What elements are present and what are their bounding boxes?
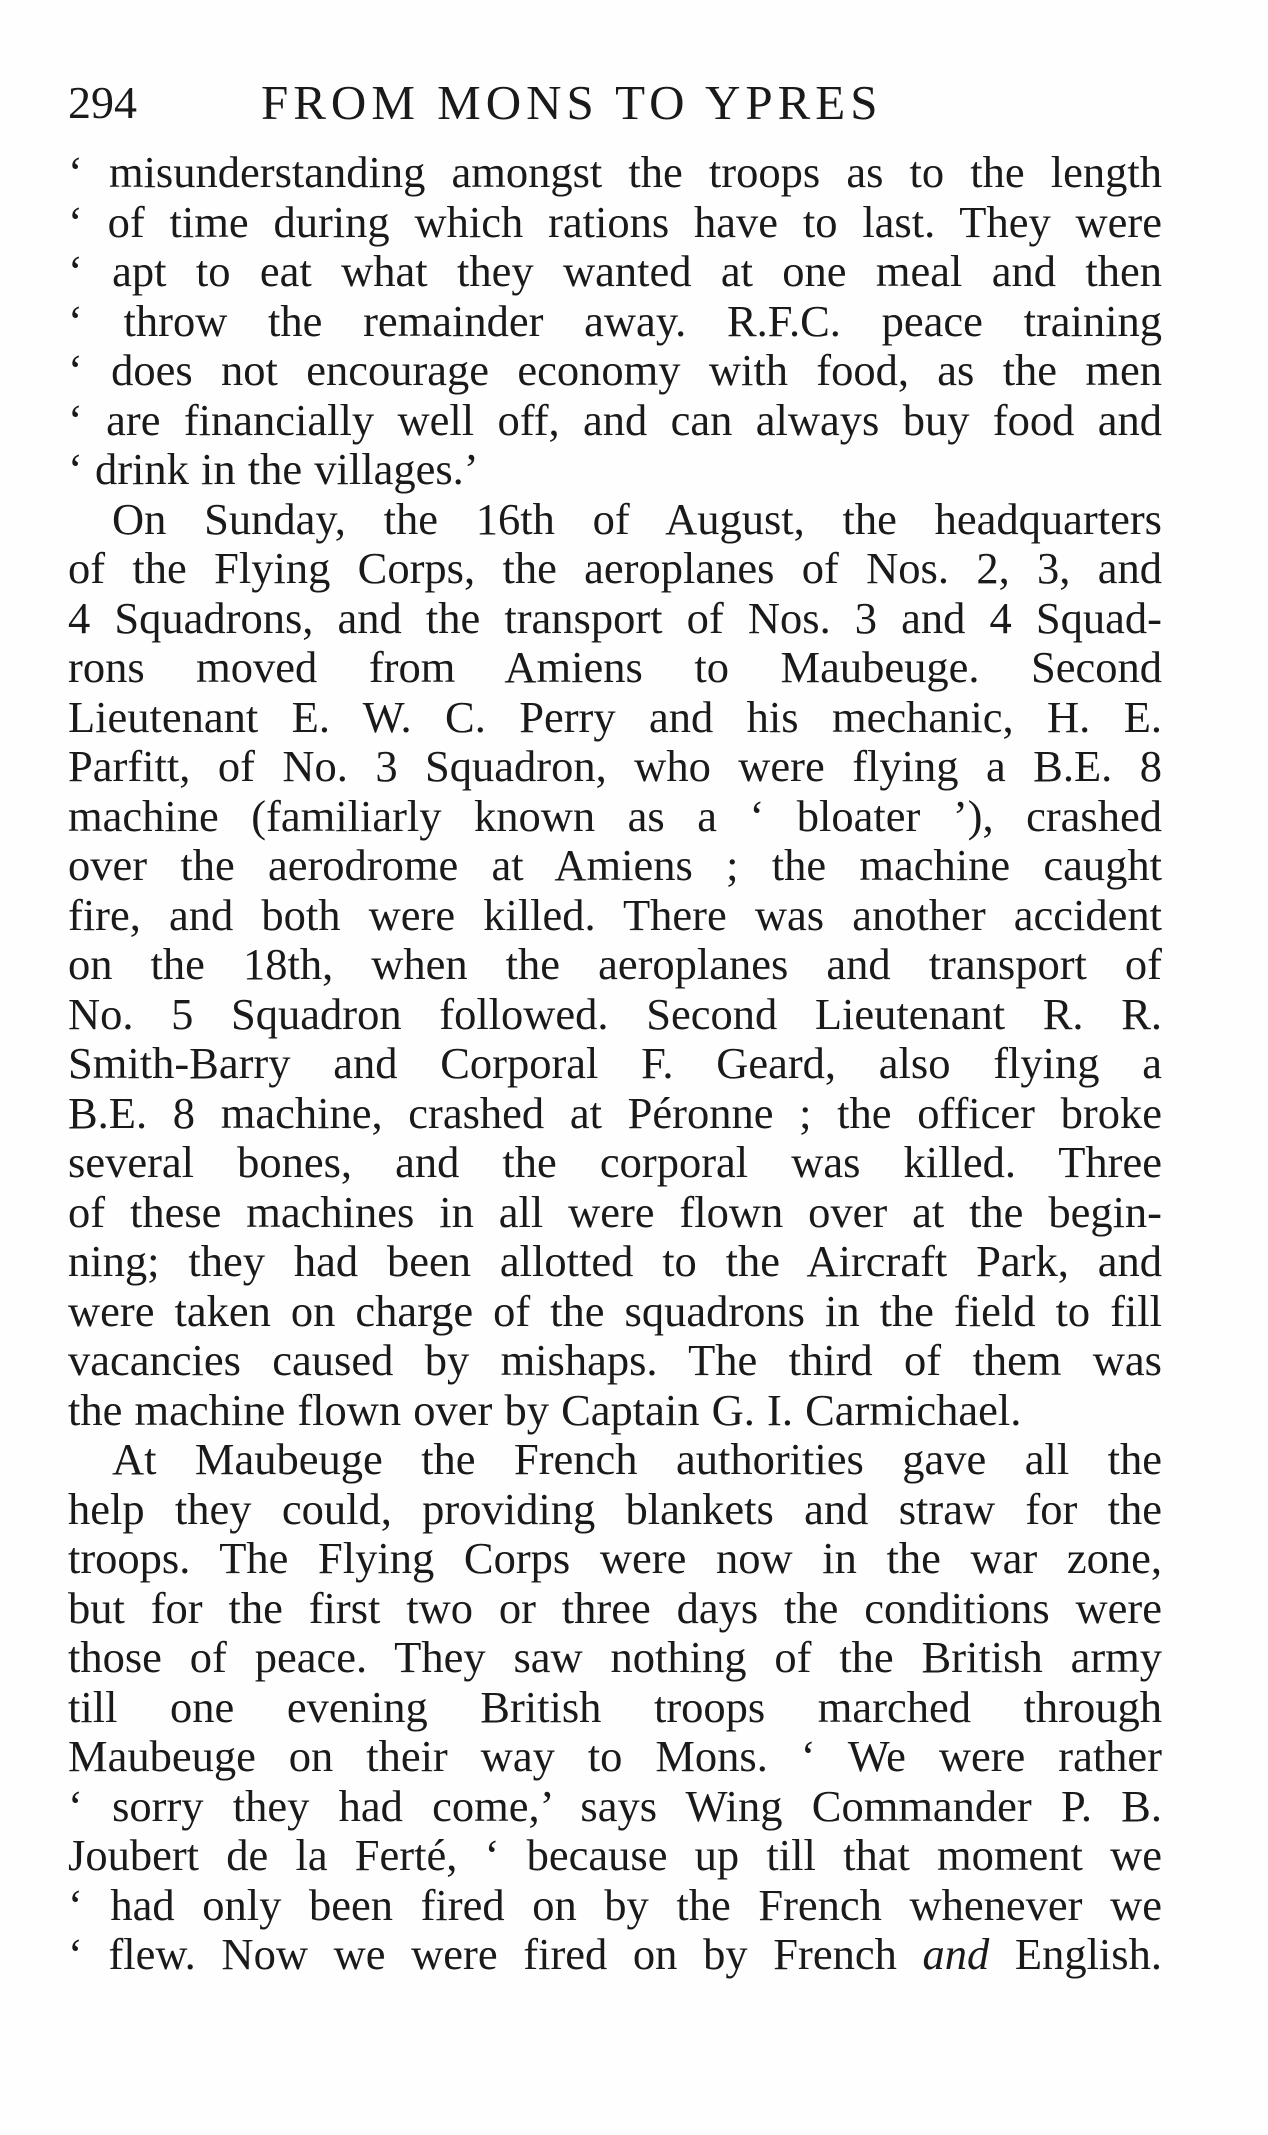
text-line: over the aerodrome at Amiens ; the machine caught bbox=[68, 840, 1162, 890]
text-line: on the 18th, when the aeroplanes and transport of bbox=[68, 939, 1162, 989]
text-line: of the Flying Corps, the aeroplanes of Nos. 2, 3, and bbox=[68, 543, 1162, 593]
text-line bbox=[68, 1930, 1162, 1980]
text-line: ning; they had been allotted to the Aircraft Park, and bbox=[68, 1236, 1162, 1286]
text-line: fire, and both were killed. There was another accident bbox=[68, 889, 1162, 940]
text-line: were taken on charge of the squadrons in the field to fill bbox=[68, 1285, 1162, 1336]
text-line: till one evening British troops marched through bbox=[68, 1681, 1162, 1732]
page-header bbox=[68, 68, 1168, 138]
italic-word: and bbox=[922, 1929, 990, 1979]
text-line: 4 Squadrons, and the transport of Nos. 3 and 4 Squad- bbox=[68, 592, 1162, 643]
text-line: help they could, providing blankets and straw for the bbox=[68, 1483, 1162, 1534]
text-line: At Maubeuge the French authorities gave all the bbox=[112, 1434, 1162, 1484]
text-line: On Sunday, the 16th of August, the headquarters bbox=[112, 493, 1162, 544]
text-line: ‘ of time during which rations have to last. They were bbox=[68, 196, 1162, 247]
text-line: ‘ throw the remainder away. R.F.C. peace training bbox=[68, 295, 1162, 346]
text-line: troops. The Flying Corps were now in the war zone, bbox=[68, 1533, 1162, 1583]
text-segment: ‘ flew. Now we were fired on by French bbox=[68, 1929, 897, 1979]
text-line: ‘ misunderstanding amongst the troops as to the length bbox=[68, 147, 1162, 197]
body-text bbox=[68, 148, 1162, 1980]
text-line: of these machines in all were flown over at the begin- bbox=[68, 1186, 1162, 1237]
running-title: FROM MONS TO YPRES bbox=[261, 75, 883, 130]
text-line: those of peace. They saw nothing of the British army bbox=[68, 1632, 1162, 1682]
text-line: vacancies caused by mishaps. The third of them was bbox=[68, 1335, 1162, 1385]
text-line: Maubeuge on their way to Mons. ‘ We were rather bbox=[68, 1731, 1162, 1781]
page-number: 294 bbox=[68, 77, 137, 128]
text-line: ‘ apt to eat what they wanted at one meal and then bbox=[68, 246, 1162, 296]
text-line: No. 5 Squadron followed. Second Lieutenant R. R. bbox=[68, 988, 1162, 1039]
text-segment: English. bbox=[989, 1929, 1162, 1979]
text-line: ‘ are financially well off, and can always buy food and bbox=[68, 394, 1162, 445]
text-line: Joubert de la Ferté, ‘ because up till that moment we bbox=[68, 1830, 1162, 1880]
text-line: rons moved from Amiens to Maubeuge. Second bbox=[68, 642, 1162, 692]
text-line: Lieutenant E. W. C. Perry and his mechanic, H. E. bbox=[68, 691, 1162, 742]
text-line: Smith-Barry and Corporal F. Geard, also flying a bbox=[68, 1038, 1162, 1088]
text-line: the machine flown over by Captain G. I. Carmichael. bbox=[68, 1384, 1022, 1435]
text-line: ‘ does not encourage economy with food, as the men bbox=[68, 345, 1162, 395]
text-line: B.E. 8 machine, crashed at Péronne ; the officer broke bbox=[68, 1087, 1162, 1138]
text-line: Parfitt, of No. 3 Squadron, who were flying a B.E. 8 bbox=[68, 741, 1162, 791]
text-line: several bones, and the corporal was killed. Three bbox=[68, 1137, 1162, 1187]
text-line: ‘ had only been fired on by the French whenever we bbox=[68, 1879, 1162, 1930]
text-line: ‘ drink in the villages.’ bbox=[68, 444, 479, 494]
text-line: but for the first two or three days the conditions were bbox=[68, 1582, 1162, 1633]
text-line: ‘ sorry they had come,’ says Wing Commander P. B. bbox=[68, 1780, 1162, 1831]
text-line: machine (familiarly known as a ‘ bloater ’), crashed bbox=[68, 790, 1162, 841]
